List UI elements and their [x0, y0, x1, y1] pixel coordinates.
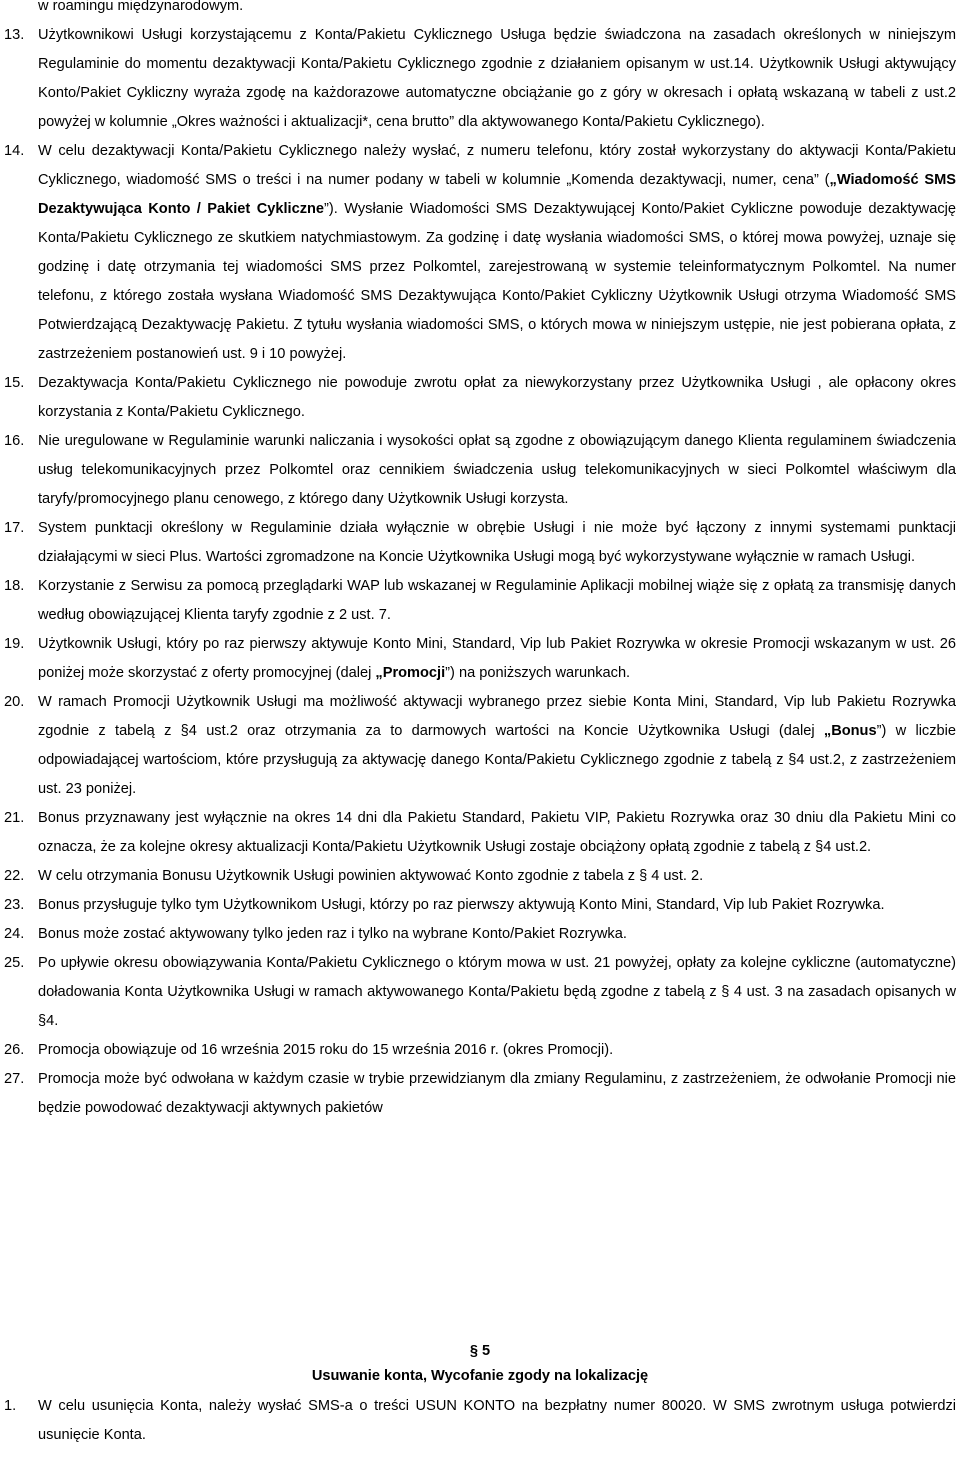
- item-text: [38, 630, 956, 688]
- item-text-part: System punktacji określony w Regulaminie działa wyłącznie w obrębie Usługi i nie może być łączony z innymi systemami punktacji działającymi w sieci Plus. Wartości zgromadzone na Koncie Użytkownika Usługi mogą być wykorzystywane wyłącznie w ramach Usługi.: [38, 520, 956, 565]
- item-text-part: W celu usunięcia Konta, należy wysłać SMS-a o treści USUN KONTO na bezpłatny numer 80020. W SMS zwrotnym usługa potwierdzi usunięcie Konta.: [38, 1398, 956, 1443]
- list-item: [0, 572, 956, 630]
- item-text-part: Dezaktywacja Konta/Pakietu Cyklicznego nie powoduje zwrotu opłat za niewykorzystany przez Użytkownika Usługi , ale opłacony okres korzystania z Konta/Pakietu Cyklicznego.: [38, 375, 956, 420]
- item-text: [38, 862, 956, 891]
- item-number: 14.: [4, 143, 25, 159]
- item-number: 16.: [4, 433, 25, 449]
- list-item: [0, 137, 956, 369]
- item-number: 24.: [4, 926, 25, 942]
- item-text-part: Promocja obowiązuje od 16 września 2015 roku do 15 września 2016 r. (okres Promocji).: [38, 1042, 614, 1058]
- item-text-part: Promocja może być odwołana w każdym czasie w trybie przewidzianym dla zmiany Regulaminu, z zastrzeżeniem, że odwołanie Promocji nie będzie powodować dezaktywacji aktywnych pakietów: [38, 1071, 956, 1116]
- item-text: [38, 137, 956, 369]
- item-text: [38, 1036, 956, 1065]
- item-text: [38, 891, 956, 920]
- item-text-part: Użytkownikowi Usługi korzystającemu z Konta/Pakietu Cyklicznego Usługa będzie świadczona na zasadach określonych w niniejszym Regulaminie do momentu dezaktywacji Konta/Pakietu Cyklicznego zgodnie z działaniem opisanym w ust.14. Użytkownik Usługi aktywujący Konto/Pakiet Cykliczny wyraża zgodę na każdorazowe automatyczne obciążanie go z góry w okresach i opłatą wskazaną w tabeli z ust.2 powyżej w kolumnie „Okres ważności i aktualizacji*, cena brutto” dla aktywowanego Konta/Pakietu Cyklicznego).: [38, 27, 956, 130]
- list-item: [0, 21, 956, 137]
- item-number: 20.: [4, 694, 25, 710]
- item-text-part: Nie uregulowane w Regulaminie warunki naliczania i wysokości opłat są zgodne z obowiązującym danego Klienta regulaminem świadczenia usług telekomunikacyjnych przez Polkomtel oraz cennikiem świadczenia usług telekomunikacyjnych w sieci Polkomtel właściwym dla taryfy/promocyjnego planu cenowego, z którego dany Użytkownik Usługi korzysta.: [38, 433, 956, 507]
- item-text-part: Korzystanie z Serwisu za pomocą przeglądarki WAP lub wskazanej w Regulaminie Aplikacji mobilnej wiąże się z opłatą za transmisję danych według obowiązującej Klienta taryfy zgodnie z 2 ust. 7.: [38, 578, 956, 623]
- list-item: [0, 1065, 956, 1123]
- item-text: [38, 1392, 956, 1450]
- list-item: [0, 949, 956, 1036]
- item-number: 18.: [4, 578, 25, 594]
- list-item: [0, 862, 956, 891]
- list-item: [0, 891, 956, 920]
- item-text: [38, 804, 956, 862]
- item-text-part: Bonus przysługuje tylko tym Użytkownikom Usługi, którzy po raz pierwszy aktywują Konto Mini, Standard, Vip lub Pakiet Rozrywka.: [38, 897, 885, 913]
- item-text: [38, 514, 956, 572]
- item-number: 21.: [4, 810, 25, 826]
- continuation-line: w roamingu międzynarodowym.: [38, 0, 244, 14]
- item-number: 27.: [4, 1071, 25, 1087]
- item-text-part: Bonus przyznawany jest wyłącznie na okres 14 dni dla Pakietu Standard, Pakietu VIP, Pakietu Rozrywka oraz 30 dniu dla Pakietu Mini co oznacza, że za kolejne okresy aktualizacji Konta/Pakietu Użytkownik Usługi zostaje obciążony opłatą zgodnie z tabelą z §4 ust.2.: [38, 810, 956, 855]
- item-text-part: ”) w liczbie odpowiadającej wartościom, które przysługują za aktywację danego Konta/Pakietu Cyklicznego zgodnie z tabelą z §4 ust.2, z zastrzeżeniem ust. 23 poniżej.: [38, 723, 956, 797]
- item-text-part: Po upływie okresu obowiązywania Konta/Pakietu Cyklicznego o którym mowa w ust. 21 powyżej, opłaty za kolejne cykliczne (automatyczne) doładowania Konta Użytkownika Usługi w ramach aktywowanego Konta/Pakietu będą zgodne z tabelą z § 4 ust. 3 na zasadach opisanych w §4.: [38, 955, 956, 1029]
- item-text: [38, 688, 956, 804]
- list-item: [0, 1392, 956, 1450]
- item-bold-term: „Wiadomość SMS Dezaktywująca Konto / Pakiet Cykliczne: [38, 172, 957, 217]
- list-item: [0, 514, 956, 572]
- item-text-part: W ramach Promocji Użytkownik Usługi ma możliwość aktywacji wybranego przez siebie Konta Mini, Standard, Vip lub Pakietu Rozrywka zgodnie z tabelą z §4 ust.2 oraz otrzymania za to darmowych wartości na Koncie Użytkownika Usługi (dalej: [38, 694, 956, 739]
- item-number: 15.: [4, 375, 25, 391]
- item-text-part: ”) na poniższych warunkach.: [445, 665, 631, 681]
- item-text-part: Bonus może zostać aktywowany tylko jeden raz i tylko na wybrane Konto/Pakiet Rozrywka.: [38, 926, 627, 942]
- item-text-part: W celu otrzymania Bonusu Użytkownik Usługi powinien aktywować Konto zgodnie z tabela z § 4 ust. 2.: [38, 868, 704, 884]
- item-number: 19.: [4, 636, 25, 652]
- section-title: Usuwanie konta, Wycofanie zgody na lokalizację: [311, 1368, 649, 1384]
- item-text: [38, 369, 956, 427]
- item-bold-term: „Bonus: [823, 723, 877, 739]
- item-number: 26.: [4, 1042, 25, 1058]
- item-text-part: Użytkownik Usługi, który po raz pierwszy aktywuje Konto Mini, Standard, Vip lub Pakiet Rozrywka w okresie Promocji wskazanym w ust. 26 poniżej może skorzystać z oferty promocyjnej (dalej: [38, 636, 956, 681]
- item-text: [38, 1065, 956, 1123]
- list-item: [0, 1036, 956, 1065]
- item-text: [38, 920, 956, 949]
- list-item: [0, 920, 956, 949]
- item-number: 22.: [4, 868, 25, 884]
- item-number: 17.: [4, 520, 25, 536]
- item-text: [38, 949, 956, 1036]
- list-item: [0, 630, 956, 688]
- list-item: [0, 688, 956, 804]
- item-number: 1.: [4, 1398, 17, 1414]
- regulation-list: [0, 21, 956, 1123]
- item-bold-term: „Promocji: [375, 665, 446, 681]
- item-number: 25.: [4, 955, 25, 971]
- section-list: [0, 1392, 956, 1450]
- item-text: [38, 572, 956, 630]
- list-item: [0, 369, 956, 427]
- item-number: 23.: [4, 897, 25, 913]
- item-text: [38, 21, 956, 137]
- list-item: [0, 804, 956, 862]
- section-number: § 5: [469, 1343, 491, 1359]
- item-number: 13.: [4, 27, 25, 43]
- item-text: [38, 427, 956, 514]
- item-text-part: W celu dezaktywacji Konta/Pakietu Cyklicznego należy wysłać, z numeru telefonu, który został wykorzystany do aktywacji Konta/Pakietu Cyklicznego, wiadomość SMS o treści i na numer podany w tabeli w kolumnie „Komenda dezaktywacji, numer, cena” (: [38, 143, 956, 188]
- item-text-part: ”). Wysłanie Wiadomości SMS Dezaktywującej Konto/Pakiet Cykliczne powoduje dezaktywację Konta/Pakietu Cyklicznego ze skutkiem natychmiastowym. Za godzinę i datę wysłania wiadomości SMS, o której mowa powyżej, uznaje się godzinę i datę otrzymania tej wiadomości SMS przez Polkomtel, zarejestrowaną w systemie teleinformatycznym Polkomtel. Na numer telefonu, z którego została wysłana Wiadomość SMS Dezaktywująca Konto/Pakiet Cykliczny Użytkownik Usługi otrzyma Wiadomość SMS Potwierdzającą Dezaktywację Pakietu. Z tytułu wysłania wiadomości SMS, o których mowa w niniejszym ustępie, nie jest pobierana opłata, z zastrzeżeniem postanowień ust. 9 i 10 powyżej.: [38, 201, 956, 362]
- list-item: [0, 427, 956, 514]
